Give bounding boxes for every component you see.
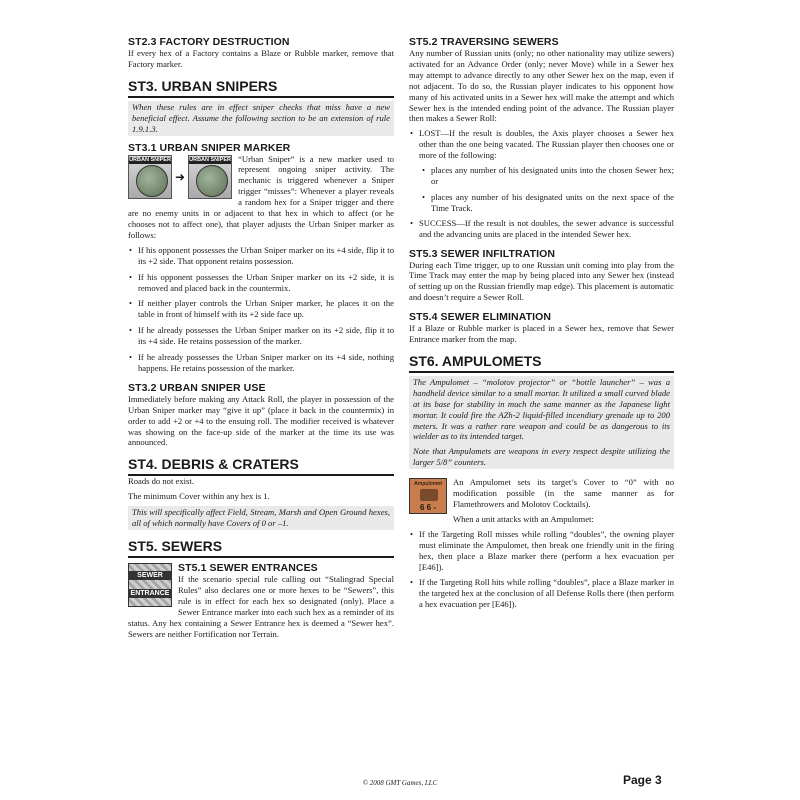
sewer-roll-success xyxy=(409,218,674,240)
left-column xyxy=(128,36,394,639)
st53-text: During each Time trigger, up to one Russian unit coming into play from the Time Track may enter the map by being placed into any Sewer hex (instead of setting up on the Russian friendly map edge). This placement is automatic and doesn’t require a Sewer Roll. xyxy=(409,259,674,303)
st52-heading: ST5.2 TRAVERSING SEWERS xyxy=(409,36,559,48)
st32-heading: ST3.2 URBAN SNIPER USE xyxy=(128,381,266,394)
sewer-counter-text-bottom: ENTRANCE xyxy=(130,590,170,597)
page-number: Page 3 xyxy=(623,773,662,787)
st23-text: If every hex of a Factory contains a Blaze or Rubble marker, remove that Factory marker. xyxy=(128,48,394,69)
counter-label: URBAN SNIPER xyxy=(129,156,171,163)
st3-note: When these rules are in effect sniper checks that miss have a new beneficial effect. Assume the following section to be an extension of rule 1.9.1.3. xyxy=(128,101,394,136)
list-item: • If the Targeting Roll hits while rolling “doubles”, place a Blaze marker in the targeted hex at the conclusion of all Defense Rolls there (then perform a hex evacuation per [E46]). xyxy=(409,577,674,610)
st6-heading: ST6. AMPULOMETS xyxy=(409,353,674,373)
st4-text-cover: The minimum Cover within any hex is 1. xyxy=(128,491,270,502)
urban-sniper-counter-front xyxy=(128,155,172,199)
ampulomet-counter-values: 6 6 - xyxy=(419,503,436,513)
arrow-icon: ➜ xyxy=(175,169,186,184)
list-item: • places any number of his designated units into the chosen Sewer hex; or xyxy=(409,165,674,187)
counter-label: URBAN SNIPER xyxy=(189,156,231,163)
st32-text: Immediately before making any Attack Roll, the player in possession of the Urban Sniper marker may “give it up” (place it back in the countermix) in order to add +2 or +4 to the ensuing roll. The modifier received is whatever was showing on the face-up side of the marker at the time its use was announced. xyxy=(128,393,394,448)
st6-bullet-list xyxy=(409,529,674,610)
urban-sniper-counter-back xyxy=(188,155,232,199)
st53-heading: ST5.3 SEWER INFILTRATION xyxy=(409,247,556,260)
st31-text: “Urban Sniper” is a new marker used to represent ongoing sniper activity. The mechanic is triggered whenever a Sniper trigger “misses”: Whenever a player reveals a random hex for a Sniper trigger and there are no enemy units in or adjacent to that hex in which to affect (or he chooses not to affect one), that player adjusts the Urban Sniper marker as follows: xyxy=(128,153,394,240)
st6-note-box xyxy=(409,376,674,469)
lost-options-list xyxy=(409,165,674,214)
sewer-counter-text-top: SEWER xyxy=(129,571,171,580)
ampulomet-weapon-icon xyxy=(420,489,438,501)
list-item-lost: • LOST—If the result is doubles, the Axis player chooses a Sewer hex other than the one being vacated. The Russian player then chooses one or more of the following: xyxy=(409,128,674,161)
urban-sniper-counters xyxy=(128,155,232,199)
st51-text: If the scenario special rule calling out “Stalingrad Special Rules” also declares one or more hexes to be “Sewers”, this rule is in effect for each hex so designated (only). Place a Sewer Entrance marker into each such hex as a reminder of its status. Any hex containing a Sewer Entrance hex is deemed a “Sewer hex”. Sewers are neither Fortification nor Terrain. xyxy=(128,574,394,639)
st6-text-cover: An Ampulomet sets its target’s Cover to “0” with no modification possible (in the same manner as for Flamethrowers and Molotov Cocktails). xyxy=(453,477,674,509)
ampulomet-counter-image xyxy=(409,478,447,514)
st23-heading: ST2.3 FACTORY DESTRUCTION xyxy=(128,36,290,48)
list-item: • If the Targeting Roll misses while rolling “doubles”, the owning player must eliminate the Ampulomet, then break one friendly unit in the firing hex, then place a Blaze marker there (perform a hex evacuation per [E46]). xyxy=(409,529,674,573)
list-item: • If he already possesses the Urban Sniper marker on its +2 side, flip it to its +4 side. He retains possession of the marker. xyxy=(128,325,394,347)
right-column xyxy=(409,36,674,610)
list-item: • If his opponent possesses the Urban Sniper marker on its +2 side, it is removed and placed back in the countermix. xyxy=(128,272,394,294)
soldier-portrait-icon xyxy=(136,165,168,197)
sewer-counter-image xyxy=(128,563,172,607)
copyright-text: © 2008 GMT Games, LLC xyxy=(362,779,438,787)
st4-note: This will specifically affect Field, Stream, Marsh and Open Ground hexes, all of which normally have Covers of 0 or –1. xyxy=(128,506,394,530)
list-item: • If he already possesses the Urban Sniper marker on its +4 side, nothing happens. He retains possession of the marker. xyxy=(128,352,394,374)
list-item-success: • SUCCESS—If the result is not doubles, the sewer advance is successful and the advancing units are placed in the intended Sewer hex. xyxy=(409,218,674,240)
st5-heading: ST5. SEWERS xyxy=(128,538,394,558)
st4-heading: ST4. DEBRIS & CRATERS xyxy=(128,456,394,476)
list-item: • If his opponent possesses the Urban Sniper marker on its +4 side, flip it to its +2 side. That opponent retains possession. xyxy=(128,245,394,267)
st31-bullet-list xyxy=(128,245,394,374)
st51-heading: ST5.1 SEWER ENTRANCES xyxy=(178,562,318,574)
st31-heading: ST3.1 URBAN SNIPER MARKER xyxy=(128,141,291,154)
st3-heading: ST3. URBAN SNIPERS xyxy=(128,78,394,98)
st54-heading: ST5.4 SEWER ELIMINATION xyxy=(409,311,552,324)
st54-text: If a Blaze or Rubble marker is placed in a Sewer hex, remove that Sewer Entrance marker from the map. xyxy=(409,323,674,345)
st6-note-weapons: Note that Ampulomets are weapons in every respect despite utilizing the larger 5/8” counters. xyxy=(413,446,670,468)
st4-text-roads: Roads do not exist. xyxy=(128,476,194,487)
soldier-portrait-icon xyxy=(196,165,228,197)
list-item: • places any number of his designated units on the next space of the Time Track. xyxy=(409,192,674,214)
sewer-roll-results xyxy=(409,128,674,161)
st52-text: Any number of Russian units (only; no other nationality may utilize sewers) activated for an Advance Order (only; never Move) while in a Sewer hex may attempt to advance directly to any other Sewer hex on the map, even if not adjacent. To do so, the Russian player indicates to his opponent how many of his activated units in a Sewer hex will make the attempt and which Sewer hex is the intended ending point of the advance. The Russian player then makes a Sewer Roll: xyxy=(409,48,674,124)
st6-text-attacks: When a unit attacks with an Ampulomet: xyxy=(453,513,594,524)
ampulomet-counter-name: Ampulomet xyxy=(414,481,442,488)
sewer-entrance-counter xyxy=(128,563,172,607)
st6-note-history: The Ampulomet – “molotov projector” or “bottle launcher” – was a handheld device similar to a small mortar. It utilized a small curved blade at its base for stability in much the same manner as the Japanese light mortar. It could fire the AZh-2 liquid-filled incendiary grenade up to 200 meters. It was a rather rare weapon and could be as dangerous to its wielder as to its intended target. xyxy=(413,376,670,442)
ampulomet-counter xyxy=(409,478,447,514)
list-item: • If neither player controls the Urban Sniper marker, he places it on the table in front of himself with its +2 side face up. xyxy=(128,298,394,320)
